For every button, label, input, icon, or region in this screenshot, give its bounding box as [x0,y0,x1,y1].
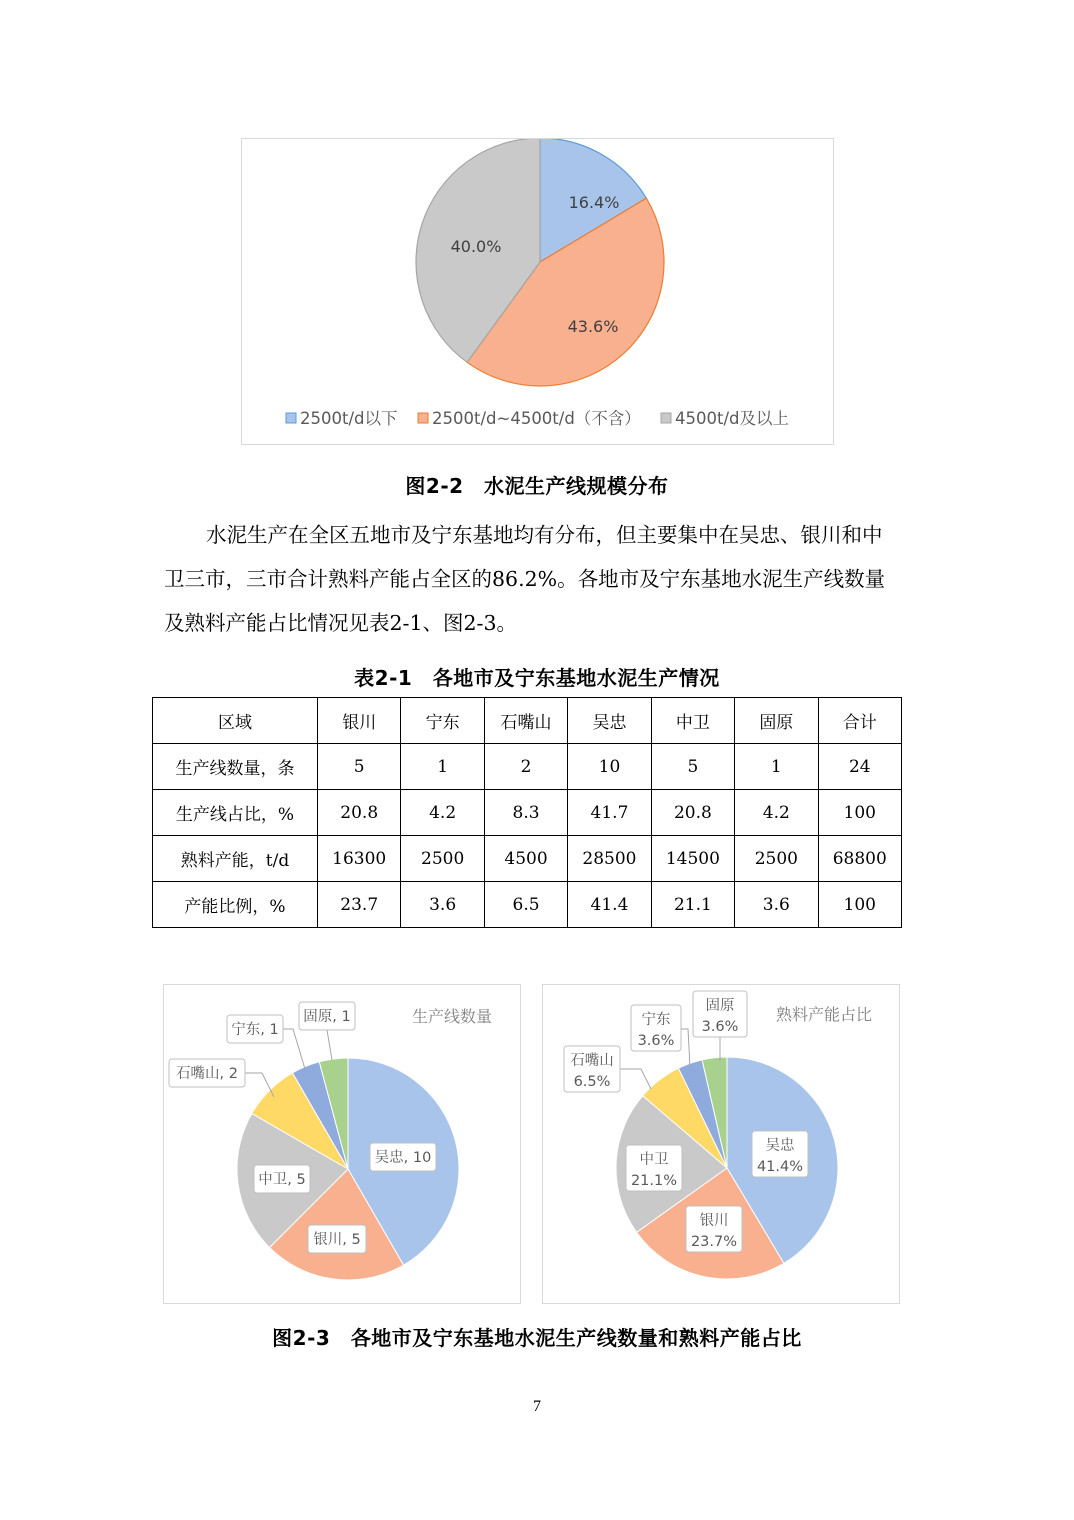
header-cell: 银川 [318,698,401,744]
table-cell: 14500 [651,836,734,882]
header-cell: 合计 [818,698,901,744]
callout-text-5-0: 固原, 1 [303,1009,351,1025]
callout-text-0-0: 吴忠 [765,1138,795,1154]
body-paragraph [164,513,914,645]
callout-text-2-0: 中卫 [639,1152,669,1168]
callout-text-2-1: 21.1% [630,1173,678,1189]
table-cell: 1 [401,744,484,790]
table-row [153,790,902,836]
table-cell: 4.2 [735,790,818,836]
callout-text-2-0: 中卫, 5 [258,1172,306,1188]
callout-text-1-1: 23.7% [690,1234,738,1250]
header-cell: 石嘴山 [484,698,567,744]
callout-text-4-0: 宁东 [641,1012,671,1028]
callout-text-4-0: 宁东, 1 [231,1022,279,1038]
table-cell: 3.6 [401,882,484,928]
table-cell: 生产线占比，% [153,790,318,836]
leader-line-3 [620,1069,651,1089]
table-cell: 20.8 [318,790,401,836]
legend-swatch-2 [661,413,671,423]
header-cell: 宁东 [401,698,484,744]
leader-line-4 [681,1029,690,1067]
table-cell: 41.4 [568,882,651,928]
paragraph-line-1: 水泥生产在全区五地市及宁东基地均有分布，但主要集中在吴忠、银川和中 [206,523,883,547]
callout-text-3-0: 石嘴山 [570,1053,614,1069]
figure-2-3-left-frame [163,984,521,1304]
table-cell: 24 [818,744,901,790]
figure-2-3-caption: 图2-3 各地市及宁东基地水泥生产线数量和熟料产能占比 [272,1326,802,1350]
figure-2-2-frame [241,138,834,445]
table-cell: 8.3 [484,790,567,836]
callout-text-3-0: 石嘴山, 2 [176,1066,238,1082]
table-cell: 1 [735,744,818,790]
header-cell: 区域 [153,698,318,744]
header-cell: 中卫 [651,698,734,744]
table-cell: 2 [484,744,567,790]
table-cell: 100 [818,882,901,928]
data-label-2: 40.0% [450,237,502,256]
table-cell: 5 [318,744,401,790]
table-cell: 5 [651,744,734,790]
pie-chart-clinker-share [543,985,899,1303]
callout-text-1-0: 银川 [699,1213,729,1229]
table-cell: 产能比例，% [153,882,318,928]
legend-swatch-0 [286,413,296,423]
table-cell: 2500 [735,836,818,882]
leader-line-5 [327,1030,332,1060]
callout-text-3-1: 6.5% [573,1074,611,1090]
header-cell: 吴忠 [568,698,651,744]
table-cell: 28500 [568,836,651,882]
table-cell: 41.7 [568,790,651,836]
paragraph-line-3: 及熟料产能占比情况见表2-1、图2-3。 [164,611,518,635]
table-row [153,836,902,882]
legend-swatch-1 [418,413,428,423]
chart-title: 熟料产能占比 [775,1005,873,1024]
figure-2-2-caption: 图2-2 水泥生产线规模分布 [405,474,669,498]
data-label-0: 16.4% [568,193,620,212]
table-cell: 4.2 [401,790,484,836]
leader-line-4 [283,1029,305,1069]
legend-label-2: 4500t/d及以上 [675,409,789,428]
table-cell: 2500 [401,836,484,882]
callout-text-1-0: 银川, 5 [313,1232,361,1248]
data-label-1: 43.6% [567,317,619,336]
callout-text-5-0: 固原 [705,998,735,1014]
table-2-1-caption: 表2-1 各地市及宁东基地水泥生产情况 [354,666,720,690]
header-cell: 固原 [735,698,818,744]
callout-text-0-1: 41.4% [756,1159,804,1175]
legend-label-0: 2500t/d以下 [300,409,398,428]
table-row [153,744,902,790]
page-number: 7 [533,1398,541,1415]
table-cell: 23.7 [318,882,401,928]
callout-text-4-1: 3.6% [637,1033,675,1049]
table-cell: 21.1 [651,882,734,928]
table-cell: 生产线数量，条 [153,744,318,790]
table-cell: 20.8 [651,790,734,836]
table-cell: 熟料产能，t/d [153,836,318,882]
pie-chart-scale-distribution [242,139,833,444]
pie-chart-line-count [164,985,520,1303]
table-cell: 4500 [484,836,567,882]
table-cell: 16300 [318,836,401,882]
table-cell: 68800 [818,836,901,882]
table-cell: 6.5 [484,882,567,928]
legend-label-1: 2500t/d~4500t/d（不含） [432,409,641,428]
table-row [153,882,902,928]
callout-text-5-1: 3.6% [701,1019,739,1035]
callout-text-0-0: 吴忠, 10 [374,1150,432,1166]
table-cell: 100 [818,790,901,836]
chart-title: 生产线数量 [411,1007,493,1026]
table-cell: 3.6 [735,882,818,928]
production-table [152,697,902,928]
table-header-row [153,698,902,744]
table-cell: 10 [568,744,651,790]
paragraph-line-2: 卫三市，三市合计熟料产能占全区的86.2%。各地市及宁东基地水泥生产线数量 [164,567,886,591]
figure-2-3-right-frame [542,984,900,1304]
